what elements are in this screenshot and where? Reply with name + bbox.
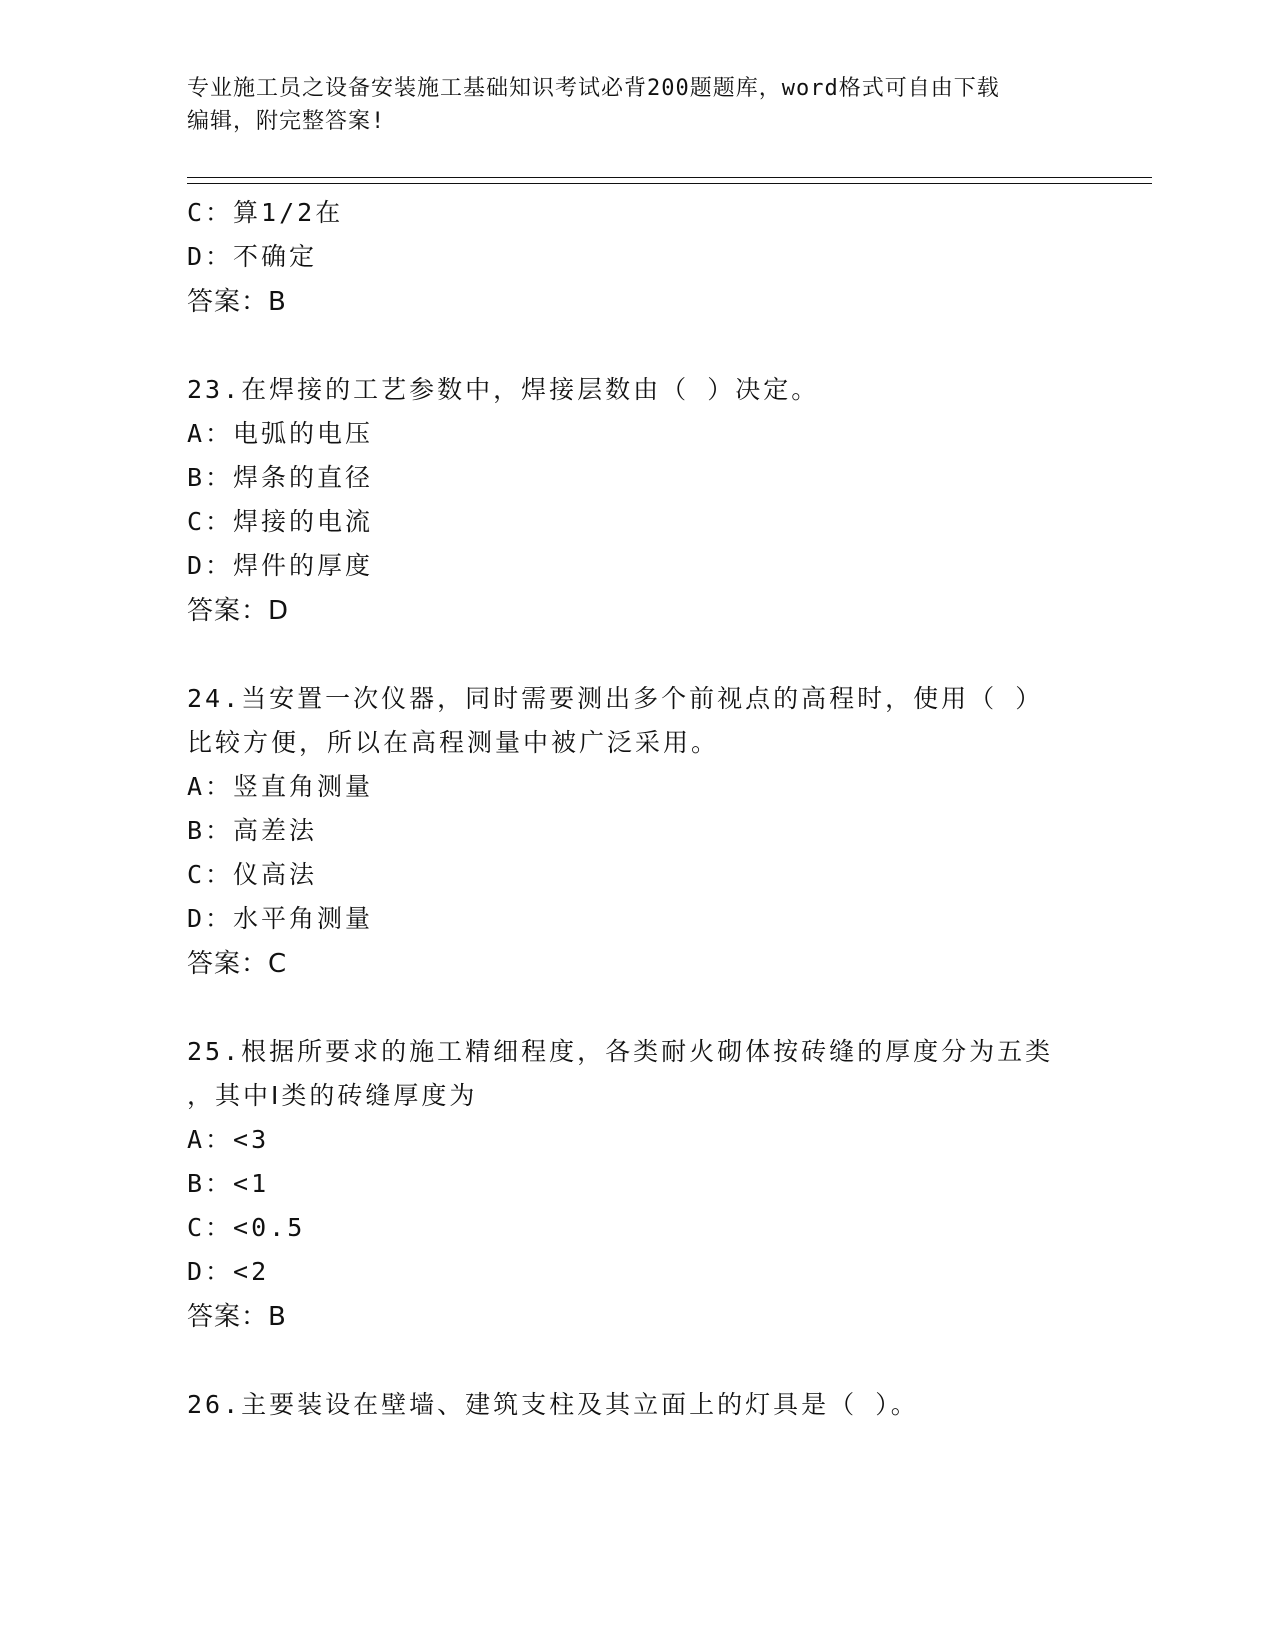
question-text: 25.根据所要求的施工精细程度，各类耐火砌体按砖缝的厚度分为五类	[187, 1037, 1054, 1066]
header-line-2: 编辑，附完整答案!	[187, 109, 386, 134]
option-b: B：焊条的直径	[187, 463, 374, 492]
option-b: B：<1	[187, 1169, 270, 1198]
header-divider-bottom	[187, 183, 1152, 184]
option-c: C：焊接的电流	[187, 507, 374, 536]
option-c: C：算1/2在	[187, 198, 344, 227]
question-text: 26.主要装设在壁墙、建筑支柱及其立面上的灯具是（ ）。	[187, 1390, 919, 1419]
header-line-1: 专业施工员之设备安装施工基础知识考试必背200题题库，word格式可自由下载	[187, 76, 1000, 101]
option-b: B：高差法	[187, 816, 318, 845]
option-a: A：<3	[187, 1125, 270, 1154]
option-d: D：不确定	[187, 242, 318, 271]
option-d: D：水平角测量	[187, 904, 374, 933]
answer-line: 答案：B	[187, 1302, 287, 1332]
answer-line: 答案：C	[187, 949, 288, 979]
option-d: D：<2	[187, 1257, 270, 1286]
question-text-continued: 比较方便，所以在高程测量中被广泛采用。	[187, 728, 720, 757]
document-header	[187, 72, 1067, 138]
option-d: D：焊件的厚度	[187, 551, 374, 580]
question-text-continued: ，其中Ⅰ类的砖缝厚度为	[187, 1081, 478, 1110]
option-c: C：<0.5	[187, 1213, 306, 1242]
option-c: C：仪高法	[187, 860, 318, 889]
question-text: 23.在焊接的工艺参数中，焊接层数由（ ）决定。	[187, 375, 820, 404]
option-a: A：电弧的电压	[187, 419, 374, 448]
answer-line: 答案：D	[187, 596, 290, 626]
header-divider-top	[187, 177, 1152, 178]
option-a: A：竖直角测量	[187, 772, 374, 801]
answer-line: 答案：B	[187, 287, 287, 317]
question-text: 24.当安置一次仪器，同时需要测出多个前视点的高程时，使用（ ）	[187, 684, 1044, 713]
